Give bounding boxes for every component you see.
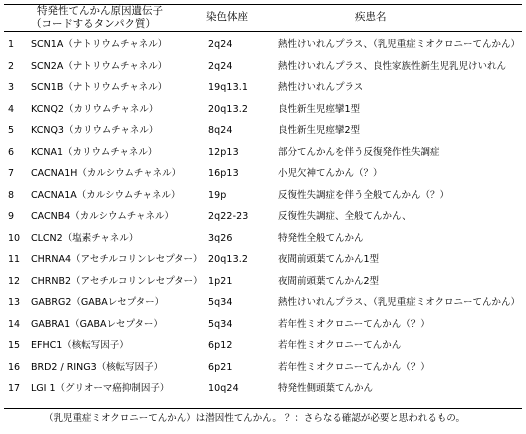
gene-cell: KCNA1（カリウムチャネル） (31, 146, 158, 158)
gene-cell: CACNA1H（カルシウムチャネル） (31, 168, 182, 179)
disease-cell: 熱性けいれんプラス (278, 82, 364, 93)
gene-cell: GABRG2（GABAレセプター） (31, 297, 165, 308)
table-row (0, 382, 526, 400)
table-row (0, 253, 526, 271)
disease-cell: 良性新生児痙攣2型 (278, 125, 361, 136)
disease-cell: 熱性けいれんプラス、（乳児重症ミオクロニーてんかん） (278, 39, 521, 50)
disease-cell: 部分てんかんを伴う反復発作性失調症 (278, 146, 440, 158)
disease-cell: 夜間前頭葉てんかん1型 (278, 254, 380, 265)
gene-cell: SCN1B（ナトリウムチャネル） (31, 82, 168, 93)
header-chromosome: 染色体座 (206, 11, 248, 23)
locus-cell: 16p13 (208, 168, 239, 179)
gene-cell: CACNA1A（カルシウムチャネル） (31, 189, 181, 201)
locus-cell: 2q24 (208, 60, 233, 72)
table-row (0, 361, 526, 379)
gene-cell: KCNQ2（カリウムチャネル） (31, 103, 159, 115)
table-row (0, 124, 526, 142)
row-number: 16 (8, 361, 21, 373)
disease-cell: 良性新生児痙攣1型 (278, 103, 361, 115)
disease-cell: 若年性ミオクロニーてんかん（？） (278, 361, 430, 373)
disease-cell: 特発性側頭葉てんかん (278, 383, 374, 394)
locus-cell: 20q13.2 (208, 103, 248, 115)
row-number: 10 (8, 232, 21, 244)
bottom-rule (4, 408, 522, 409)
gene-cell: SCN1A（ナトリウムチャネル） (31, 39, 168, 50)
locus-cell: 10q24 (208, 383, 239, 394)
disease-cell: 若年性ミオクロニーてんかん（？） (278, 318, 430, 330)
row-number: 2 (8, 60, 15, 72)
row-number: 5 (8, 125, 15, 136)
locus-cell: 12p13 (208, 146, 239, 158)
locus-cell: 20q13.2 (208, 254, 248, 265)
disease-cell: 若年性ミオクロニーてんかん (278, 340, 402, 351)
locus-cell: 2q22-23 (208, 211, 249, 222)
row-number: 17 (8, 383, 21, 394)
table-row (0, 146, 526, 164)
gene-cell: BRD2 / RING3（核転写因子） (31, 361, 164, 373)
locus-cell: 1p21 (208, 275, 233, 287)
header-gene-line2: （コードするタンパク質） (31, 18, 156, 30)
disease-cell: 熱性けいれんプラス、良性家族性新生児乳児けいれん (278, 60, 507, 72)
header-gene-line1: 特発性てんかん原因遺伝子 (37, 5, 163, 17)
gene-cell: CACNB4（カルシウムチャネル） (31, 211, 174, 222)
row-number: 8 (8, 189, 15, 201)
row-number: 11 (8, 254, 21, 265)
locus-cell: 6p21 (208, 361, 233, 373)
disease-cell: 熱性けいれんプラス、（乳児重症ミオクロニーてんかん） (278, 297, 521, 308)
gene-cell: CHRNA4（アセチルコリンレセプター） (31, 254, 203, 265)
table-row (0, 103, 526, 121)
table-row (0, 318, 526, 336)
table-row (0, 81, 526, 99)
row-number: 15 (8, 340, 21, 351)
row-number: 14 (8, 318, 21, 330)
row-number: 13 (8, 297, 21, 308)
gene-cell: CLCN2（塩素チャネル） (31, 232, 139, 244)
disease-cell: 小児欠神てんかん（？） (278, 168, 383, 179)
gene-cell: KCNQ3（カリウムチャネル） (31, 125, 159, 136)
disease-cell: 特発性全般てんかん (278, 232, 364, 244)
gene-cell: EFHC1（核転写因子） (31, 340, 129, 351)
table-row (0, 38, 526, 56)
disease-cell: 反復性失調症、全般てんかん、 (278, 211, 412, 222)
row-number: 9 (8, 211, 15, 222)
header-disease: 疾患名 (355, 11, 387, 23)
table-row (0, 167, 526, 185)
row-number: 1 (8, 39, 15, 50)
table-row (0, 296, 526, 314)
locus-cell: 2q24 (208, 39, 233, 50)
disease-cell: 夜間前頭葉てんかん2型 (278, 275, 380, 287)
row-number: 4 (8, 103, 15, 115)
gene-cell: LGI 1（グリオーマ癌抑制因子） (31, 383, 170, 394)
locus-cell: 5q34 (208, 297, 233, 308)
locus-cell: 5q34 (208, 318, 233, 330)
gene-cell: CHRNB2（アセチルコリンレセプター） (31, 275, 203, 287)
row-number: 3 (8, 82, 15, 93)
table-row (0, 232, 526, 250)
table-row (0, 189, 526, 207)
locus-cell: 3q26 (208, 232, 233, 244)
table-row (0, 210, 526, 228)
table-row (0, 275, 526, 293)
gene-cell: GABRA1（GABAレセプター） (31, 318, 163, 330)
footnote: （乳児重症ミオクロニーてんかん）は潜因性てんかん。 ？：さらなる確認が必要と思われるもの。 (44, 413, 466, 424)
table-row (0, 339, 526, 357)
row-number: 12 (8, 275, 21, 287)
locus-cell: 19q13.1 (208, 82, 248, 93)
table-row (0, 60, 526, 78)
locus-cell: 6p12 (208, 340, 233, 351)
locus-cell: 8q24 (208, 125, 233, 136)
disease-cell: 反復性失調症を伴う全般てんかん（？） (278, 189, 450, 201)
row-number: 7 (8, 168, 15, 179)
row-number: 6 (8, 146, 15, 158)
locus-cell: 19p (208, 189, 227, 201)
gene-cell: SCN2A（ナトリウムチャネル） (31, 60, 168, 72)
